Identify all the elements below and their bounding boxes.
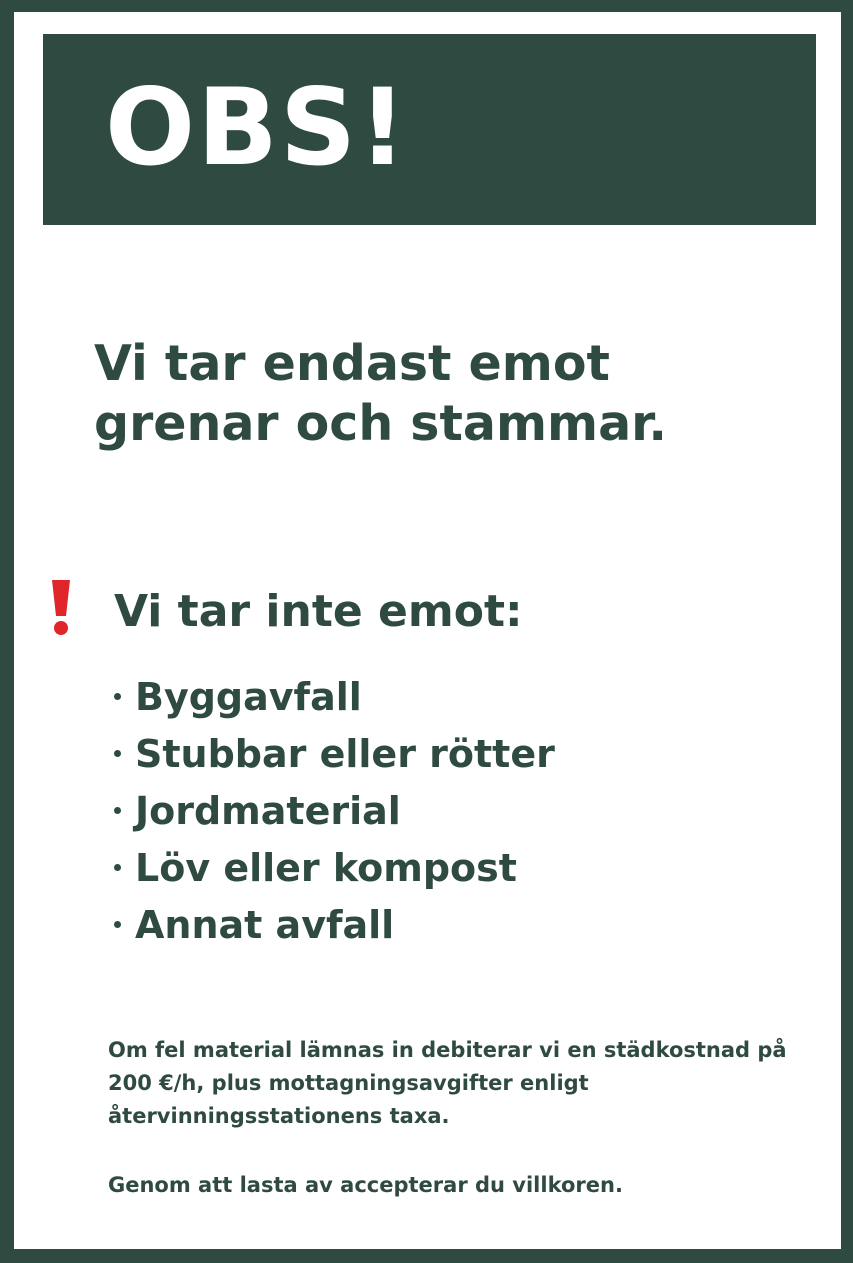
bullet-icon bbox=[114, 864, 121, 871]
exclusions-title: Vi tar inte emot: bbox=[114, 586, 523, 637]
list-item bbox=[112, 668, 555, 725]
list-item bbox=[112, 782, 555, 839]
list-item bbox=[112, 725, 555, 782]
list-item-label: Byggavfall bbox=[135, 674, 362, 719]
headline: Vi tar endast emot grenar och stammar. bbox=[94, 335, 667, 452]
header-title: OBS! bbox=[105, 66, 409, 189]
fine-print: Om fel material lämnas in debiterar vi en städkostnad på 200 €/h, plus mottagningsavgifter enligt återvinningsstationens taxa. bbox=[108, 1038, 787, 1128]
list-item bbox=[112, 839, 555, 896]
list-item bbox=[112, 896, 555, 953]
list-item-label: Annat avfall bbox=[135, 902, 395, 947]
list-item-label: Löv eller kompost bbox=[135, 845, 517, 890]
exclamation-icon bbox=[46, 578, 76, 638]
list-item-label: Jordmaterial bbox=[135, 788, 401, 833]
list-item-label: Stubbar eller rötter bbox=[135, 731, 555, 776]
acceptance-note: Genom att lasta av accepterar du villkoren. bbox=[108, 1173, 623, 1197]
exclusions-list bbox=[112, 668, 555, 953]
bullet-icon bbox=[114, 693, 121, 700]
bullet-icon bbox=[114, 750, 121, 757]
bullet-icon bbox=[114, 921, 121, 928]
bullet-icon bbox=[114, 807, 121, 814]
header-band bbox=[43, 34, 816, 225]
